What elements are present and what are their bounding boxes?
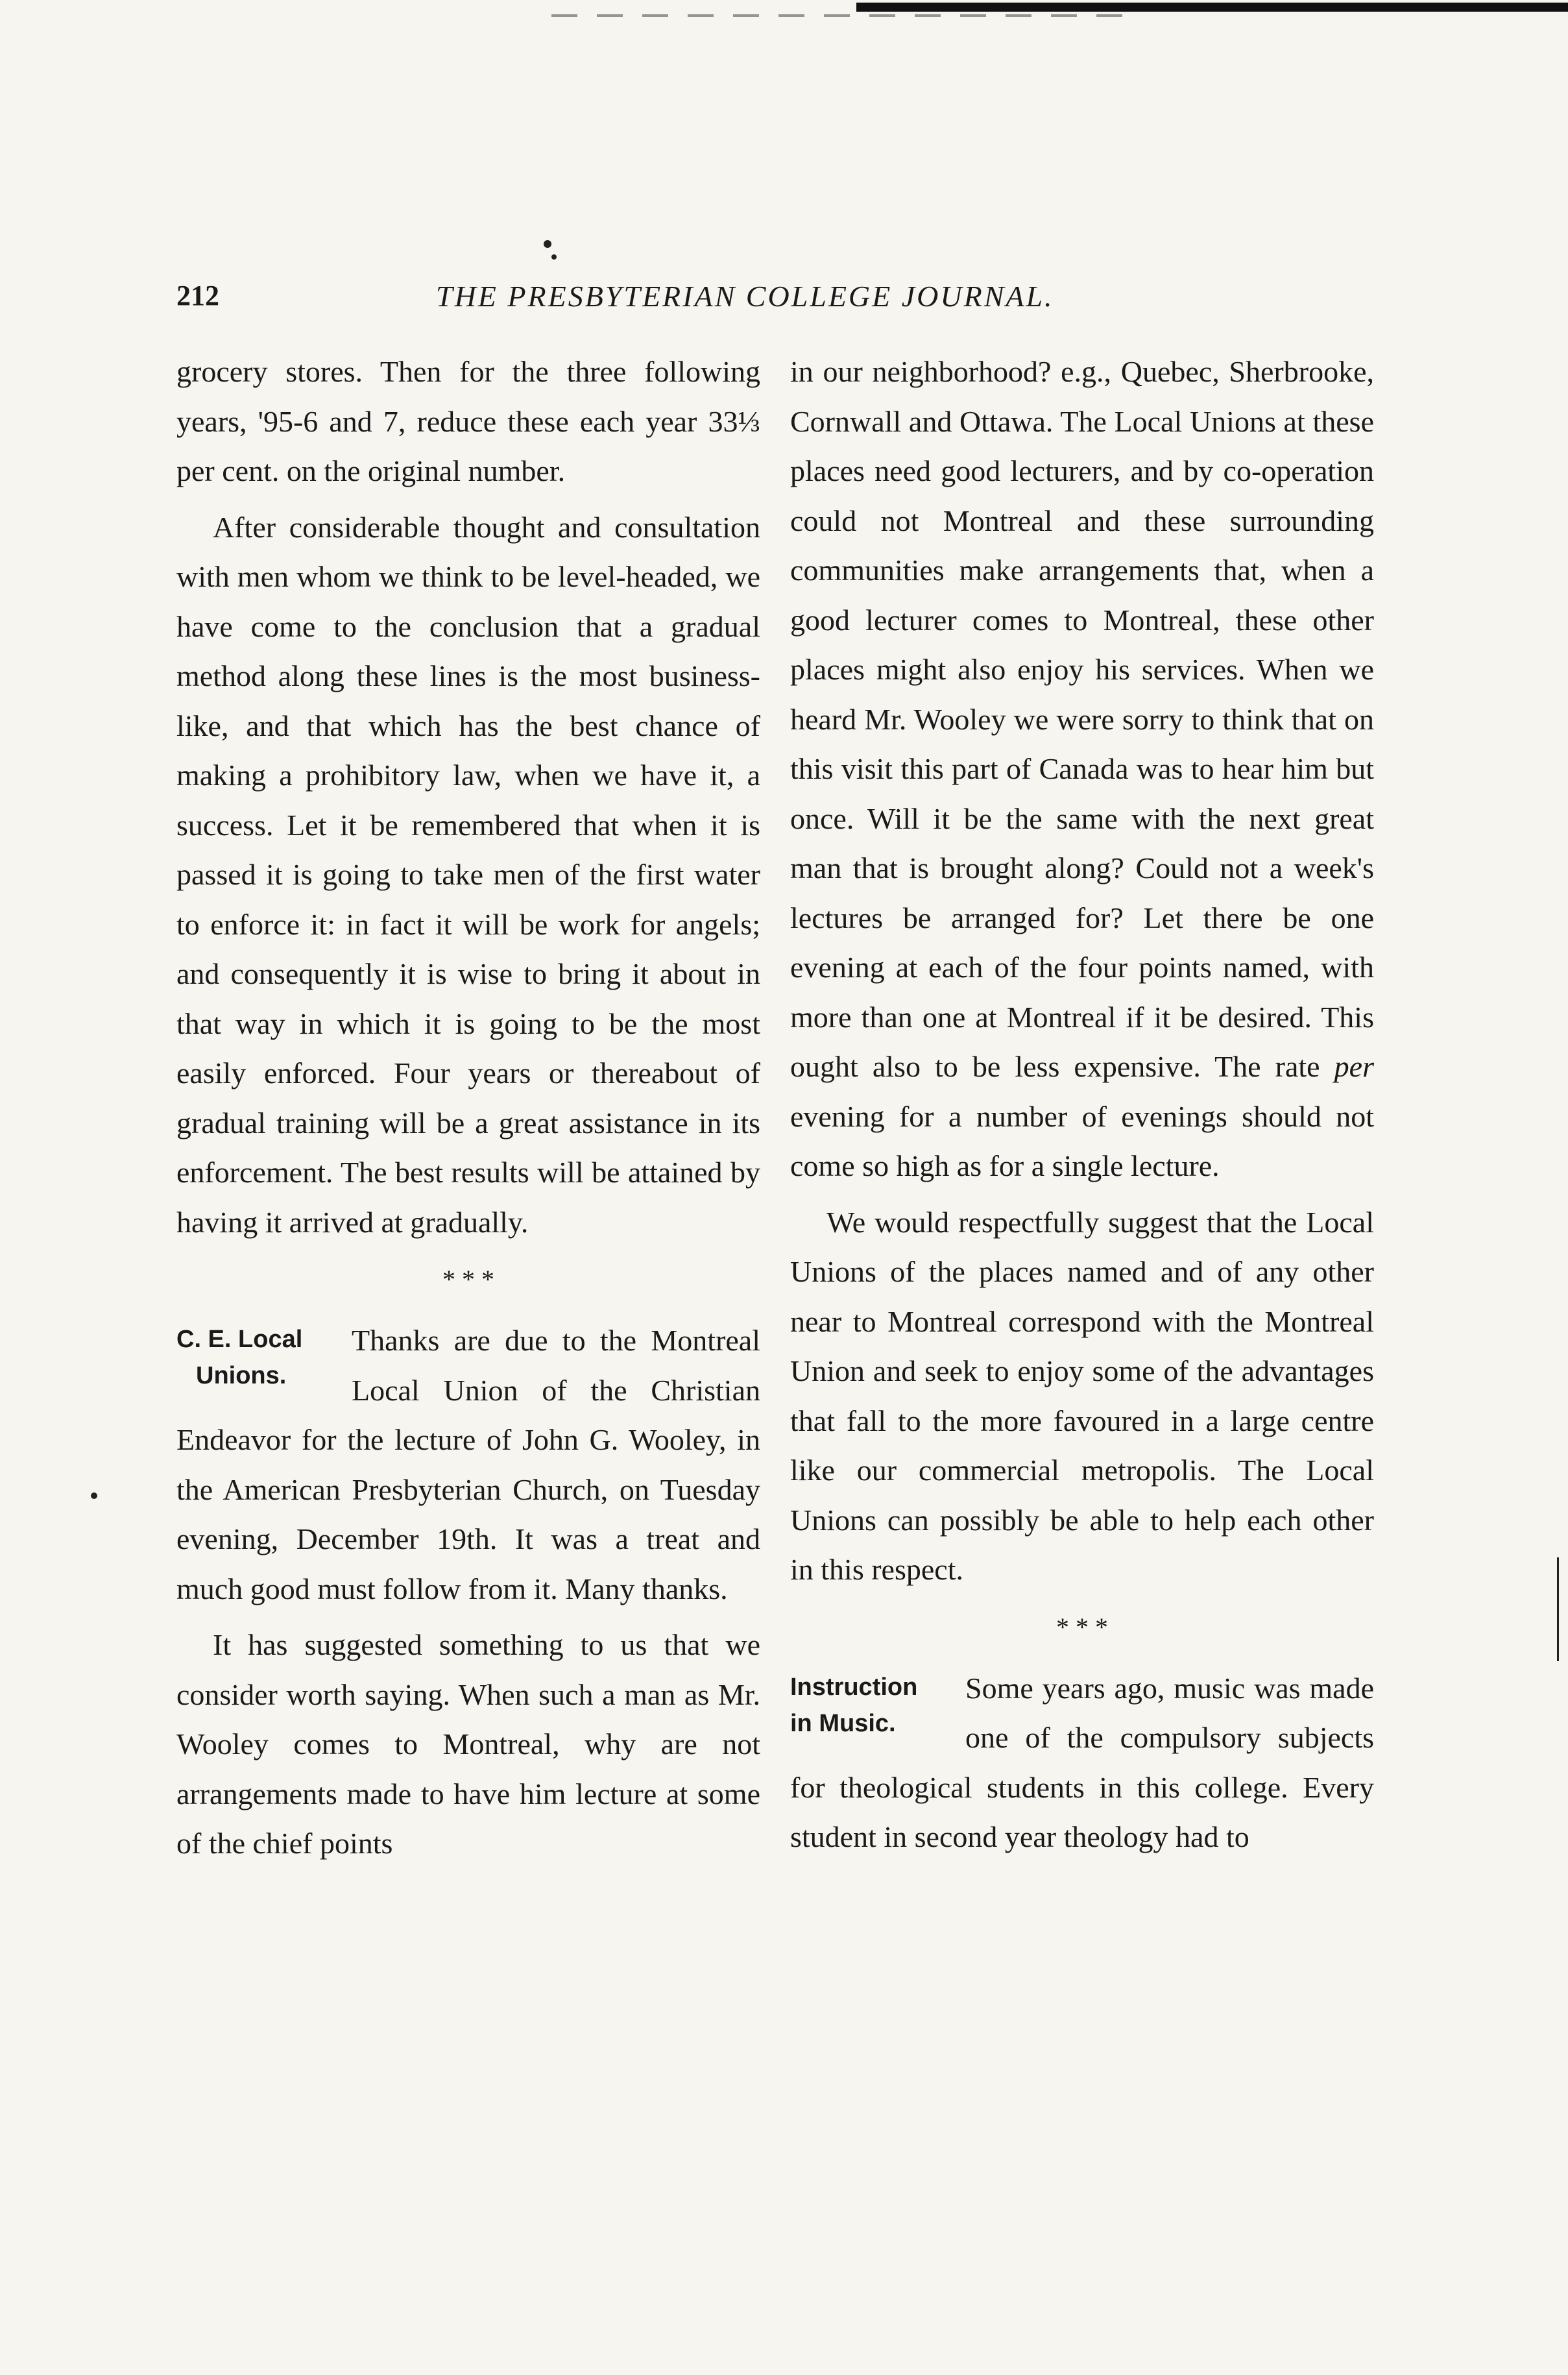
paragraph: We would respectfully suggest that the Local Unions of the places named and of any other near to Montreal correspond with the Montreal Union and seek to enjoy some of the advantages that fall to the more favoured in a large centre like our commercial metropolis. The Local Unions can possibly be able to help each other in this respect. [790,1205,1374,1586]
section-divider: * * * [1056,1612,1108,1642]
page-number: 212 [176,280,219,311]
paragraph-text: in our neighborhood? e.g., Quebec, Sherbrooke, Cornwall and Ottawa. The Local Unions at these places need good lecturers, and by co-operation could not Montreal and these surrounding communities make arrangements that, when a good lecturer comes to Montreal, these other places might also enjoy his services. When we heard Mr. Wooley we were sorry to think that on this visit this part of Canada was to hear him but once. Will it be the same with the next great man that is brought along? Could not a week's lectures be arranged for? Let there be one evening at each of the four points named, with more than one at Montreal if it be desired. This ought also to be less expensive. The rate [790,355,1374,1083]
right-column [790,347,1374,1869]
section-heading [790,1669,965,1742]
top-edge-rule [856,3,1568,12]
paragraph-text: evening for a number of evenings should not come so high as for a single lecture. [790,1099,1374,1182]
left-column [176,347,760,1875]
paragraph: After considerable thought and consultation with men whom we think to be level-headed, we have come to the conclusion that a gradual method along these lines is the most business-like, and that which has the best chance of making a prohibitory law, when we have it, a success. Let it be remembered that when it is passed it is going to take men of the first water to enforce it: in fact it will be work for angels; and consequently it is wise to bring it about in that way in which it is going to be the most easily enforced. Four years or thereabout of gradual training will be a great assistance in its enforcement. The best results will be attained by having it arrived at gradually. [176,510,760,1239]
ink-speck [544,240,551,248]
section-heading-line: Unions. [196,1362,287,1389]
running-head: THE PRESBYTERIAN COLLEGE JOURNAL. [436,280,1054,313]
section-divider: * * * [442,1265,494,1294]
ink-speck [551,254,557,260]
paragraph: Thanks are due to the Montreal Local Union of the Christian Endeavor for the lecture of John G. Wooley, in the American Presbyterian Church, on Tuesday evening, December 19th. It was a treat and much good must follow from it. Many thanks. [176,1324,760,1605]
italic-word: per [1334,1050,1374,1083]
paragraph: grocery stores. Then for the three following years, '95-6 and 7, reduce these each year 33⅓ per cent. on the original number. [176,355,760,487]
paragraph [790,347,1374,1191]
section-heading-line: Instruction [790,1673,918,1701]
ink-speck [1557,1557,1559,1661]
paragraph: Some years ago, music was made one of the compulsory subjects for theological students in this college. Every student in second year theology had to [790,1671,1374,1853]
section-heading-line: in Music. [790,1709,896,1737]
top-edge-artifact [551,14,1135,17]
section-heading-line: C. E. Local [176,1326,303,1353]
section-heading [176,1321,352,1394]
ink-speck [91,1492,97,1499]
page-header [176,279,1403,324]
paragraph: It has suggested something to us that we consider worth saying. When such a man as Mr. Wooley comes to Montreal, why are not arrangements made to have him lecture at some of the chief points [176,1628,760,1860]
